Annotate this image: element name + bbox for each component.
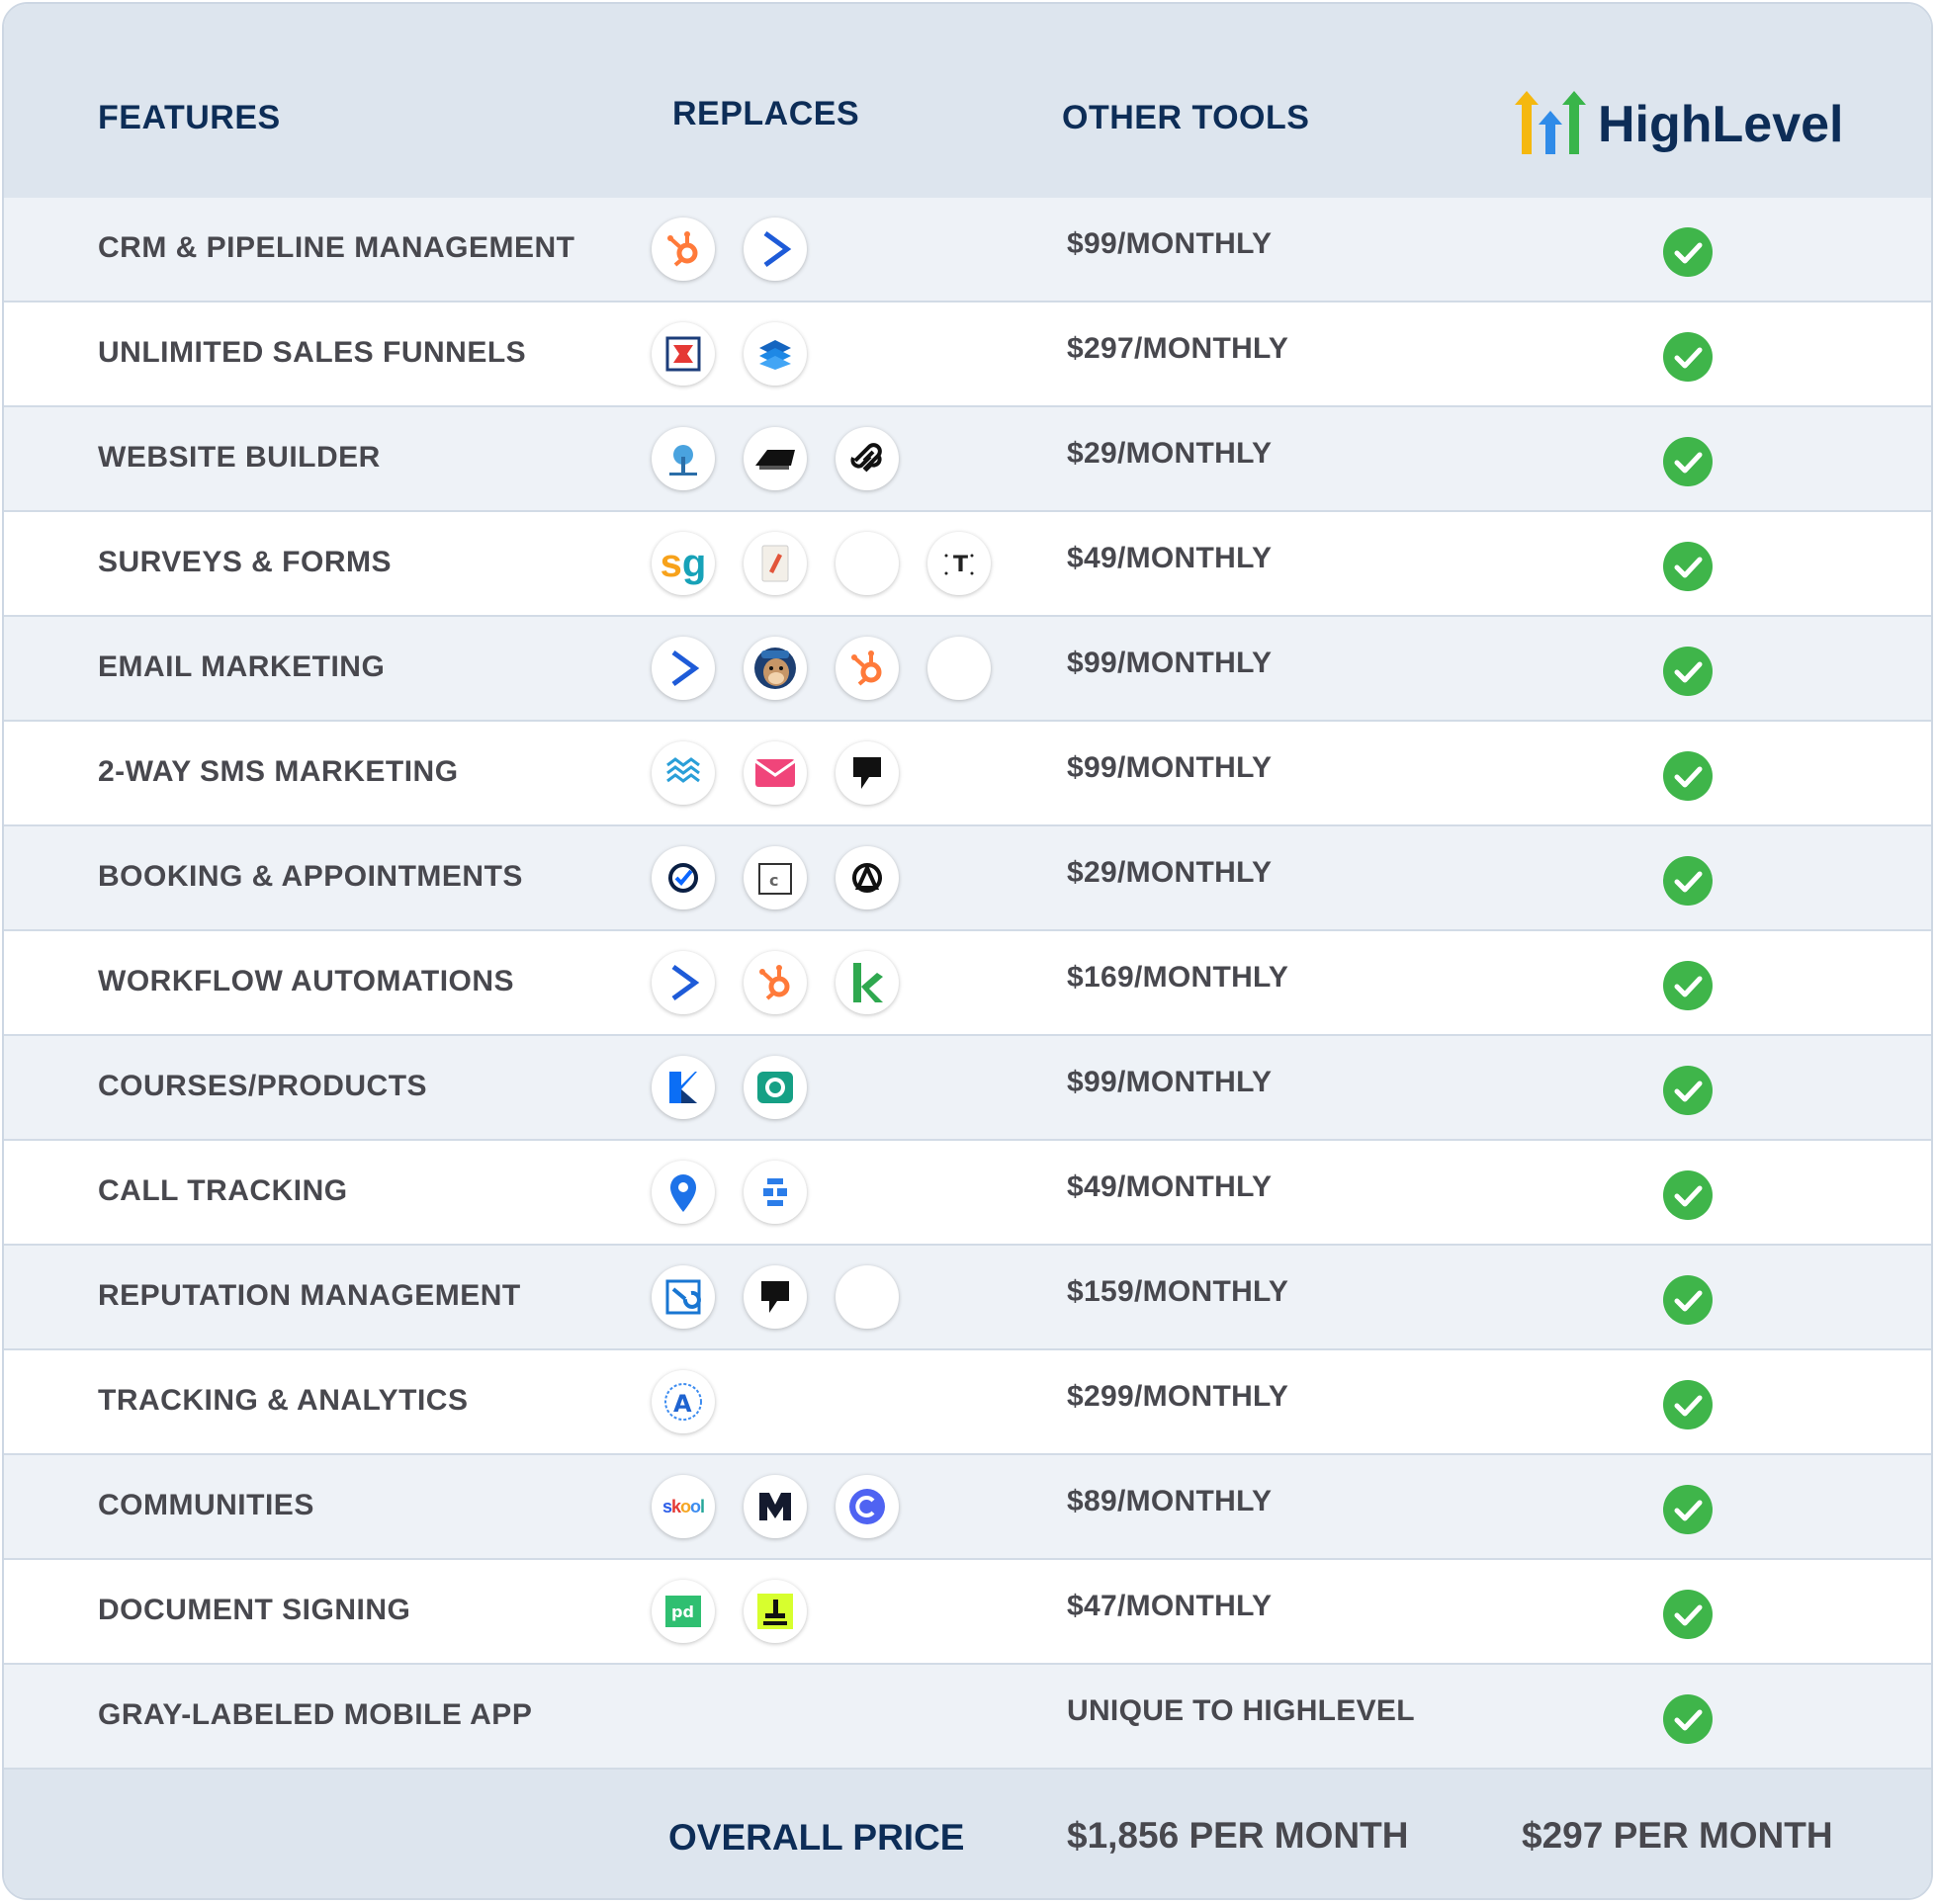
calendly-icon	[652, 846, 715, 909]
envelope-icon	[744, 741, 807, 805]
table-row	[4, 1560, 1931, 1665]
waves-icon	[652, 741, 715, 805]
feature-rows	[4, 198, 1931, 1770]
svg-text:c: c	[769, 871, 779, 890]
feature-label: REPUTATION MANAGEMENT	[98, 1279, 521, 1312]
check-icon	[1663, 227, 1713, 277]
check-icon	[1663, 856, 1713, 906]
other-tools-price: $49/MONTHLY	[1067, 542, 1273, 574]
table-row	[4, 1246, 1931, 1350]
hubspot-icon	[652, 217, 715, 281]
activecampaign-icon	[652, 637, 715, 700]
highlevel-total: $297 PER MONTH	[1522, 1815, 1833, 1856]
table-row	[4, 407, 1931, 512]
table-row	[4, 1036, 1931, 1141]
check-icon	[1663, 647, 1713, 696]
other-tools-price: $29/MONTHLY	[1067, 856, 1273, 889]
feature-label: EMAIL MARKETING	[98, 650, 386, 683]
other-tools-price: $99/MONTHLY	[1067, 227, 1273, 260]
check-icon	[1663, 1380, 1713, 1429]
feature-label: COURSES/PRODUCTS	[98, 1070, 428, 1102]
other-tools-price: $49/MONTHLY	[1067, 1170, 1273, 1203]
table-row	[4, 1141, 1931, 1246]
table-row	[4, 303, 1931, 407]
svg-text:T: T	[953, 553, 969, 577]
typeform-icon	[927, 532, 991, 595]
replaces-column-header: REPLACES	[672, 95, 860, 132]
feature-label: CALL TRACKING	[98, 1174, 348, 1207]
webflow-icon	[744, 427, 807, 490]
other-tools-column-header: OTHER TOOLS	[1062, 99, 1310, 136]
other-tools-price: $99/MONTHLY	[1067, 751, 1273, 784]
analytics-icon	[652, 1370, 715, 1433]
highlevel-logo	[1515, 91, 1851, 160]
table-row	[4, 198, 1931, 303]
feature-label: DOCUMENT SIGNING	[98, 1594, 411, 1626]
activecampaign-icon	[652, 951, 715, 1014]
callpin-icon	[744, 1161, 807, 1224]
docusign-icon	[744, 1580, 807, 1643]
callrail-icon	[652, 1161, 715, 1224]
feature-label: SURVEYS & FORMS	[98, 546, 392, 578]
surveygizmo-icon: sg	[652, 532, 715, 595]
keap-icon	[836, 951, 899, 1014]
highlevel-logo-text: HighLevel	[1598, 96, 1844, 153]
other-tools-price: $47/MONTHLY	[1067, 1590, 1273, 1622]
feature-label: COMMUNITIES	[98, 1489, 314, 1521]
svg-text:pd: pd	[671, 1602, 694, 1621]
table-header	[4, 4, 1931, 198]
feature-label: WORKFLOW AUTOMATIONS	[98, 965, 515, 997]
table-row	[4, 931, 1931, 1036]
podium-icon	[744, 1265, 807, 1329]
squarespace-icon	[836, 427, 899, 490]
overall-price-label: OVERALL PRICE	[668, 1817, 965, 1858]
table-row	[4, 1665, 1931, 1770]
acuity-icon	[836, 846, 899, 909]
blank-icon	[927, 637, 991, 700]
table-row	[4, 512, 1931, 617]
feature-label: UNLIMITED SALES FUNNELS	[98, 336, 527, 369]
blank-icon	[836, 532, 899, 595]
pandadoc-icon	[652, 1580, 715, 1643]
layers-icon	[744, 322, 807, 386]
birdeye-icon	[652, 1265, 715, 1329]
thinkific-icon	[744, 1056, 807, 1119]
check-icon	[1663, 1694, 1713, 1744]
check-icon	[1663, 1170, 1713, 1220]
other-tools-price: $297/MONTHLY	[1067, 332, 1289, 365]
hubspot-icon	[744, 951, 807, 1014]
other-tools-price: $169/MONTHLY	[1067, 961, 1289, 994]
table-row	[4, 1350, 1931, 1455]
wix-icon	[652, 427, 715, 490]
feature-label: TRACKING & ANALYTICS	[98, 1384, 469, 1417]
check-icon	[1663, 332, 1713, 382]
check-icon	[1663, 1485, 1713, 1534]
check-icon	[1663, 751, 1713, 801]
other-tools-total: $1,856 PER MONTH	[1067, 1815, 1409, 1856]
check-icon	[1663, 542, 1713, 591]
table-row	[4, 722, 1931, 826]
feature-label: BOOKING & APPOINTMENTS	[98, 860, 523, 893]
other-tools-price: $89/MONTHLY	[1067, 1485, 1273, 1517]
kajabi-icon	[652, 1056, 715, 1119]
comparison-table	[2, 2, 1933, 1900]
hubspot-icon	[836, 637, 899, 700]
table-row	[4, 617, 1931, 722]
form-icon	[744, 532, 807, 595]
feature-label: GRAY-LABELED MOBILE APP	[98, 1698, 533, 1731]
other-tools-price: $99/MONTHLY	[1067, 647, 1273, 679]
other-tools-price: $299/MONTHLY	[1067, 1380, 1289, 1413]
other-tools-price: $99/MONTHLY	[1067, 1066, 1273, 1098]
check-icon	[1663, 1590, 1713, 1639]
feature-label: CRM & PIPELINE MANAGEMENT	[98, 231, 575, 264]
feature-label: 2-WAY SMS MARKETING	[98, 755, 459, 788]
highlevel-arrows-icon	[1515, 91, 1586, 156]
other-tools-price: $29/MONTHLY	[1067, 437, 1273, 470]
other-tools-price: $159/MONTHLY	[1067, 1275, 1289, 1308]
mailchimp-icon	[744, 637, 807, 700]
table-row	[4, 826, 1931, 931]
circle-icon	[836, 1475, 899, 1538]
podium-icon	[836, 741, 899, 805]
check-icon	[1663, 961, 1713, 1010]
blank-icon	[836, 1265, 899, 1329]
skool-icon: skool	[652, 1475, 715, 1538]
clickfunnels-icon	[652, 322, 715, 386]
features-column-header: FEATURES	[98, 99, 281, 136]
other-tools-price: UNIQUE TO HIGHLEVEL	[1067, 1694, 1415, 1727]
svg-text:A: A	[673, 1390, 692, 1418]
table-row	[4, 1455, 1931, 1560]
calendar-icon	[744, 846, 807, 909]
activecampaign-icon	[744, 217, 807, 281]
table-footer	[4, 1770, 1931, 1900]
feature-label: WEBSITE BUILDER	[98, 441, 381, 474]
check-icon	[1663, 1066, 1713, 1115]
check-icon	[1663, 437, 1713, 486]
mighty-icon	[744, 1475, 807, 1538]
check-icon	[1663, 1275, 1713, 1325]
